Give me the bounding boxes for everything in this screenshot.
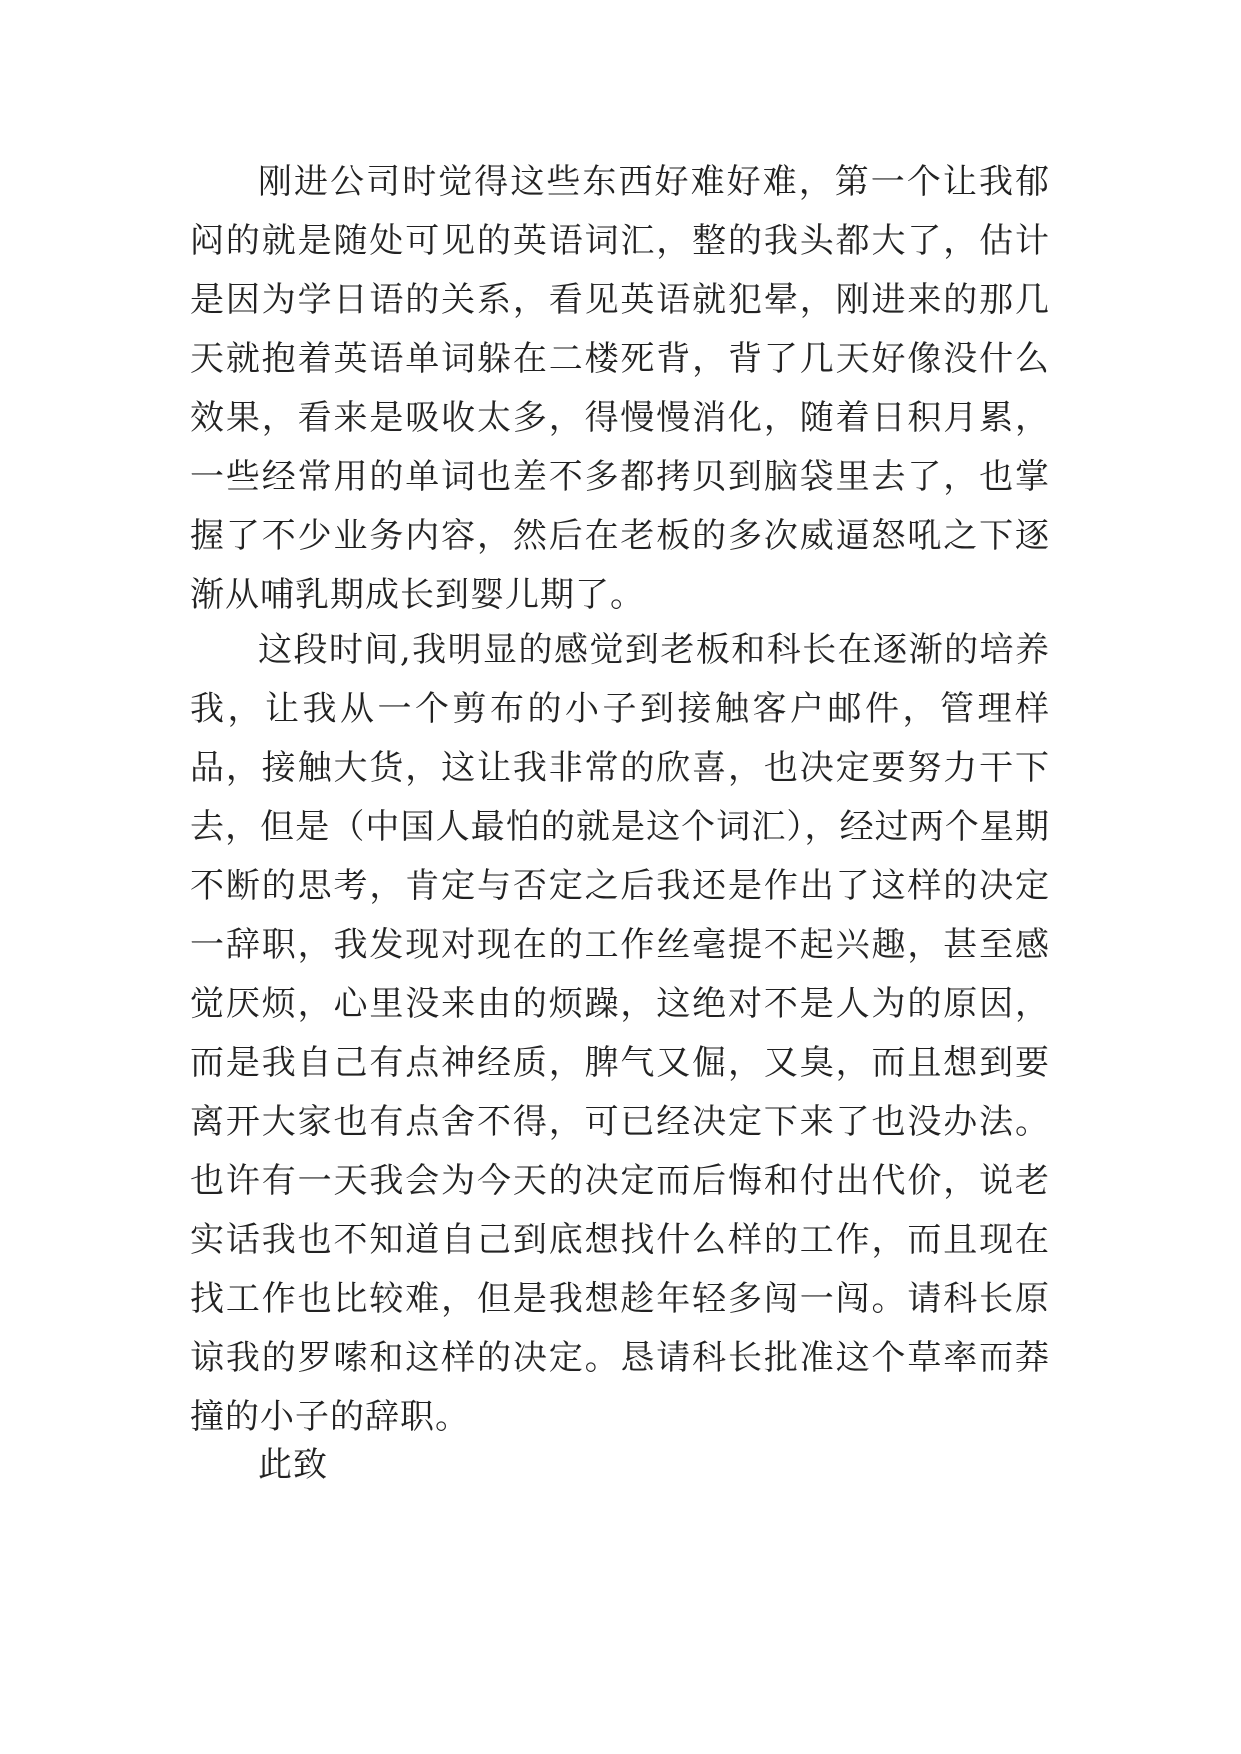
closing-salutation: 此致: [258, 1445, 328, 1485]
body-paragraph-1: 刚进公司时觉得这些东西好难好难，第一个让我郁闷的就是随处可见的英语词汇，整的我头都大了，估计是因为学日语的关系，看见英语就犯晕，刚进来的那几天就抱着英语单词躲在二楼死背，背了几天好像没什么效果，看来是吸收太多，得慢慢消化，随着日积月累，一些经常用的单词也差不多都拷贝到脑袋里去了，也掌握了不少业务内容，然后在老板的多次威逼怒吼之下逐渐从哺乳期成长到婴儿期了。: [190, 162, 1050, 615]
body-paragraph-2: 这段时间,我明显的感觉到老板和科长在逐渐的培养我，让我从一个剪布的小子到接触客户邮件，管理样品，接触大货，这让我非常的欣喜，也决定要努力干下去，但是（中国人最怕的就是这个词汇），经过两个星期不断的思考，肯定与否定之后我还是作出了这样的决定一辞职，我发现对现在的工作丝毫提不起兴趣，甚至感觉厌烦，心里没来由的烦躁，这绝对不是人为的原因，而是我自己有点神经质，脾气又倔，又臭，而且想到要离开大家也有点舍不得，可已经决定下来了也没办法。也许有一天我会为今天的决定而后悔和付出代价，说老实话我也不知道自己到底想找什么样的工作，而且现在找工作也比较难，但是我想趁年轻多闯一闯。请科长原谅我的罗嗦和这样的决定。恳请科长批准这个草率而莽撞的小子的辞职。: [190, 630, 1050, 1437]
